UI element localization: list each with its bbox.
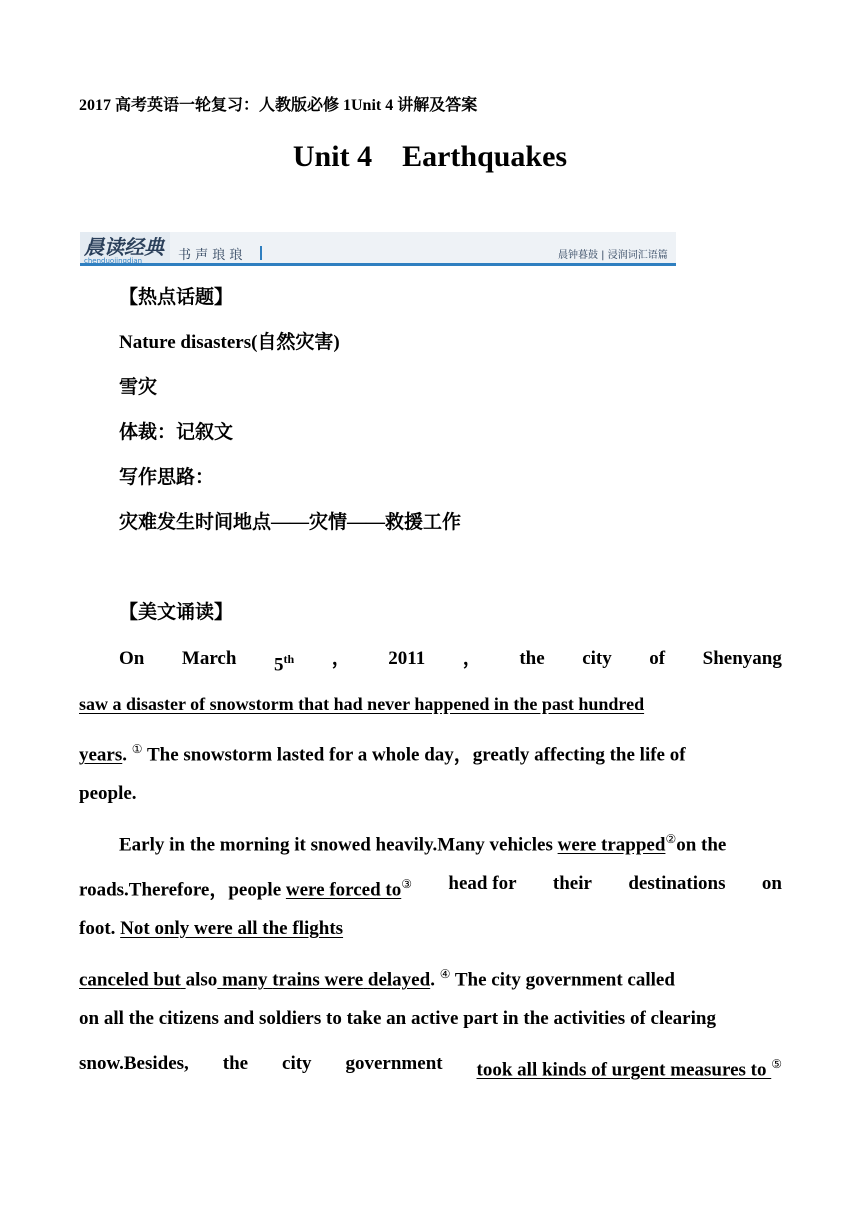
underlined-phrase: but <box>153 969 181 991</box>
document-title: 2017 高考英语一轮复习：人教版必修 1Unit 4 讲解及答案 <box>79 97 478 114</box>
underlined-phrase: were <box>324 969 364 991</box>
subtopic-line: 雪灾 <box>119 377 158 398</box>
note-marker: ③ <box>401 877 413 891</box>
paragraph-2-line-2 <box>79 871 782 903</box>
banner-main-text: 晨读经典 <box>84 235 164 259</box>
word: of <box>649 648 666 669</box>
sentence: The snowstorm lasted for a whole day，greatly affecting the life of <box>146 744 686 766</box>
word: city <box>582 648 612 669</box>
word: head for <box>448 873 517 894</box>
sentence <box>477 1051 782 1083</box>
word: ， <box>462 648 482 669</box>
underlined-phrase: saw a disaster of snowstorm that had never happened in the past hundred <box>79 694 645 714</box>
banner-pinyin: chenduojingdian <box>84 257 143 265</box>
topic-line: Nature disasters(自然灾害) <box>119 332 340 353</box>
word: their <box>552 873 592 894</box>
underlined-phrase: were trapped <box>557 834 666 856</box>
word: also <box>185 969 218 991</box>
underlined-phrase: trains <box>272 969 320 991</box>
word: ， <box>331 648 351 669</box>
banner-graphic <box>80 232 676 268</box>
paragraph-2-line-5: on all the citizens and soldiers to take an active part in the activities of clearing <box>79 1008 716 1029</box>
paragraph-1-line-3: years. ① The snowstorm lasted for a whole day，greatly affecting the life of <box>79 742 686 766</box>
sentence: foot. <box>79 918 121 939</box>
underlined-phrase: Not only were all the flights <box>120 918 344 939</box>
underlined-phrase: many <box>222 969 268 991</box>
paragraph-1-line-1 <box>119 646 782 678</box>
writing-idea-label: 写作思路： <box>119 467 215 488</box>
note-marker: ① <box>131 742 143 756</box>
word: city <box>282 1053 312 1074</box>
underlined-phrase: canceled <box>79 969 149 991</box>
note-marker: ④ <box>439 967 451 981</box>
note-marker: ⑤ <box>771 1057 782 1071</box>
hot-topic-heading: 【热点话题】 <box>119 287 234 308</box>
word: destinations <box>628 873 726 894</box>
banner-sub-text: 书 声 琅 琅 <box>178 248 243 263</box>
banner-right-text: 晨钟暮鼓 | 浸润词汇语篇 <box>558 250 668 261</box>
sentence: on the <box>676 834 727 856</box>
paragraph-2-line-6 <box>79 1051 782 1083</box>
word: on <box>761 873 782 894</box>
word: the <box>519 648 545 669</box>
writing-idea-line: 灾难发生时间地点——灾情——救援工作 <box>119 512 462 533</box>
sentence: Early in the morning it snowed heavily.Many vehicles <box>119 834 558 856</box>
note-marker: ② <box>665 832 677 846</box>
reading-heading: 【美文诵读】 <box>119 602 234 623</box>
word: government <box>345 1053 443 1074</box>
word: March <box>181 648 237 669</box>
word: the <box>222 1053 249 1074</box>
sentence: roads.Therefore，people were forced to③ <box>79 877 413 901</box>
sentence: The city government called <box>454 969 675 991</box>
section-banner <box>80 232 676 268</box>
word: 5th <box>273 652 295 676</box>
genre-line: 体裁：记叙文 <box>119 422 234 443</box>
paragraph-1-line-2 <box>79 691 644 717</box>
underlined-phrase: were forced to <box>285 879 402 901</box>
paragraph-2-line-4: canceled but also many trains were delayed. ④ The city government called <box>79 967 675 991</box>
underlined-phrase: delayed <box>367 969 431 991</box>
underlined-phrase: years <box>79 744 123 766</box>
underlined-phrase: took all kinds of urgent measures to <box>476 1059 772 1081</box>
paragraph-2-line-1 <box>119 826 726 858</box>
word: 2011 <box>388 648 426 669</box>
word: Shenyang <box>702 648 782 669</box>
word: On <box>119 648 145 669</box>
paragraph-1-line-4: people. <box>79 783 137 804</box>
unit-title: Unit 4 Earthquakes <box>292 140 568 173</box>
word: snow.Besides, <box>79 1053 189 1074</box>
paragraph-2-line-3 <box>79 916 343 942</box>
